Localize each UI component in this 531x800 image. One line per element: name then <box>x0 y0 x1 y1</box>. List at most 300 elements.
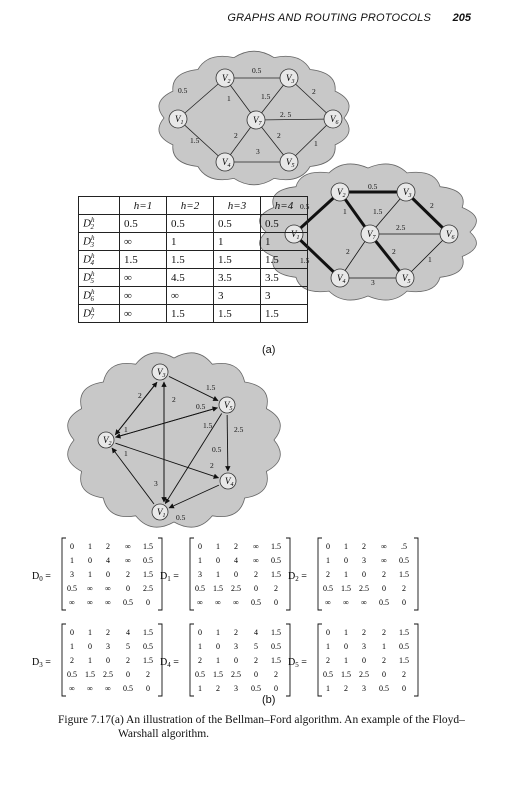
node-label: $V_5$ <box>286 157 295 169</box>
matrix-cell: 0.5 <box>323 584 333 593</box>
graph-node <box>396 269 414 287</box>
edge-weight-label: 2 <box>312 87 316 96</box>
table-cell: 0.5 <box>214 215 261 233</box>
matrix-cell: 1.5 <box>399 656 409 665</box>
node-label: $V_4$ <box>225 476 234 488</box>
matrix-cell: 0 <box>126 670 130 679</box>
matrix-cell: 2.5 <box>359 670 369 679</box>
matrix-cell: 0.5 <box>323 670 333 679</box>
matrix-cell: 0.5 <box>195 584 205 593</box>
node-label: $V_4$ <box>337 273 346 285</box>
table-header-row <box>79 197 308 215</box>
matrix-cell: 1.5 <box>213 670 223 679</box>
matrix-cell: 1.5 <box>341 584 351 593</box>
distance-matrix <box>160 624 290 696</box>
matrix-cell: ∞ <box>197 598 203 607</box>
matrix-cell: 0 <box>126 584 130 593</box>
table-corner-cell <box>79 197 120 215</box>
matrix-cell: 0 <box>88 556 92 565</box>
matrix-cell: 3 <box>106 642 110 651</box>
matrix-cell: ∞ <box>253 542 259 551</box>
matrix-cell: 3 <box>234 642 238 651</box>
matrix-cell: 1.5 <box>399 628 409 637</box>
graph-node <box>220 473 236 489</box>
matrix-cell: 2 <box>216 684 220 693</box>
matrix-cell: 1.5 <box>143 570 153 579</box>
subfigure-label-b: (b) <box>262 694 276 706</box>
matrix-cell: 0 <box>198 542 202 551</box>
matrix-cell: ∞ <box>105 598 111 607</box>
matrix-cell: 1 <box>88 542 92 551</box>
matrix-cell: 0 <box>382 670 386 679</box>
matrix-cell: 1.5 <box>85 670 95 679</box>
matrix-cell: 1 <box>326 556 330 565</box>
node-subscript: 3 <box>162 373 166 379</box>
node-subscript: 1 <box>162 513 166 519</box>
matrix-cell: 2 <box>274 584 278 593</box>
table-cell: 0.5 <box>261 215 308 233</box>
matrix-cell: ∞ <box>233 598 239 607</box>
matrix-cell: ∞ <box>69 598 75 607</box>
matrix-cell: ∞ <box>87 684 93 693</box>
matrix-cell: 0 <box>344 556 348 565</box>
node-label: $V_5$ <box>224 400 233 412</box>
node-subscript: 4 <box>227 163 231 169</box>
graph-node <box>397 183 415 201</box>
figure-caption <box>58 713 478 741</box>
graph-node <box>331 183 349 201</box>
matrix-cell: 0.5 <box>143 556 153 565</box>
matrix-cell: 3 <box>70 570 74 579</box>
table-row <box>79 233 308 251</box>
edge-weight-label: 0.5 <box>300 202 310 211</box>
edge-weight-label: 0.5 <box>368 182 378 191</box>
matrix-subscript: 4 <box>167 661 171 669</box>
matrix-cell: 3 <box>362 642 366 651</box>
graph-node <box>216 69 234 87</box>
edge-weight-label: 1.5 <box>203 421 213 430</box>
table-header-cell: h=4 <box>261 197 308 215</box>
matrix-cell: 1.5 <box>271 656 281 665</box>
matrix-cell: ∞ <box>87 598 93 607</box>
table-cell: ∞ <box>120 269 167 287</box>
distance-matrix <box>32 538 162 610</box>
edge-weight-label: 2. 5 <box>280 110 292 119</box>
left-bracket <box>190 624 194 696</box>
edge-weight-label: 1 <box>227 94 231 103</box>
edge-weight-label: 3 <box>256 147 260 156</box>
matrix-cell: 2.5 <box>103 670 113 679</box>
edge-weight-label: 1 <box>314 139 318 148</box>
table-cell: 1.5 <box>214 251 261 269</box>
edge-weight-label: 2 <box>234 131 238 140</box>
matrix-equals: = <box>170 571 179 582</box>
matrix-cell: 0.5 <box>271 642 281 651</box>
table-cell: 1.5 <box>261 305 308 323</box>
matrix-cell: 1 <box>70 642 74 651</box>
matrix-cell: 1 <box>382 642 386 651</box>
matrix-cell: 1 <box>344 570 348 579</box>
distance-matrix <box>32 624 162 696</box>
matrix-cell: ∞ <box>69 684 75 693</box>
matrix-cell: 1.5 <box>143 656 153 665</box>
matrix-cell: 0 <box>274 684 278 693</box>
right-bracket <box>414 624 418 696</box>
table-cell: 1.5 <box>261 251 308 269</box>
table-row <box>79 269 308 287</box>
right-bracket <box>414 538 418 610</box>
edge-weight-label: 1 <box>343 207 347 216</box>
node-label: $V_1$ <box>291 229 300 241</box>
table-cell: 3 <box>261 287 308 305</box>
matrix-cell: 5 <box>126 642 130 651</box>
table-cell: ∞ <box>167 287 214 305</box>
graph-node <box>216 153 234 171</box>
matrix-cell: 1 <box>216 628 220 637</box>
matrix-cell: 0.5 <box>379 684 389 693</box>
graph-node <box>219 397 235 413</box>
matrix-name: $D_2$ = <box>288 571 307 583</box>
table-cell: 0.5 <box>167 215 214 233</box>
matrix-cell: 1.5 <box>271 570 281 579</box>
node-subscript: 5 <box>229 406 233 412</box>
page-number: 205 <box>452 12 471 24</box>
matrix-cell: 2 <box>362 542 366 551</box>
table-header-cell: h=1 <box>120 197 167 215</box>
node-subscript: 5 <box>407 279 411 285</box>
matrix-cell: 2 <box>344 684 348 693</box>
matrix-cell: 1 <box>326 684 330 693</box>
edge-weight-label: 2 <box>392 247 396 256</box>
table-cell: 1 <box>261 233 308 251</box>
table-cell: 1 <box>167 233 214 251</box>
table-cell: 4.5 <box>167 269 214 287</box>
graph-node <box>280 153 298 171</box>
table-cell: ∞ <box>120 233 167 251</box>
matrix-cell: 2 <box>382 656 386 665</box>
matrix-cell: 0.5 <box>195 670 205 679</box>
graph-node <box>152 504 168 520</box>
edge-weight-label: 0.5 <box>212 445 222 454</box>
row-label: $D^h_2$ <box>79 215 120 233</box>
matrix-equals: = <box>298 657 307 668</box>
matrix-name: $D_4$ = <box>160 657 179 669</box>
graph-node <box>98 432 114 448</box>
distance-matrix <box>288 538 418 610</box>
matrix-cell: 1 <box>198 684 202 693</box>
node-subscript: 7 <box>258 121 262 127</box>
matrix-cell: 0.5 <box>67 670 77 679</box>
matrix-cell: ∞ <box>87 584 93 593</box>
matrix-cell: 0 <box>234 656 238 665</box>
matrix-cell: 2 <box>362 628 366 637</box>
matrix-cell: 0 <box>254 584 258 593</box>
matrix-cell: 1 <box>88 656 92 665</box>
node-subscript: 2 <box>342 193 346 199</box>
table-row <box>79 215 308 233</box>
matrix-cell: 0 <box>402 684 406 693</box>
matrix-cell: 1 <box>88 570 92 579</box>
matrix-cell: 1.5 <box>271 542 281 551</box>
node-subscript: 1 <box>180 120 184 126</box>
graph-node <box>324 110 342 128</box>
node-label: $V_5$ <box>402 273 411 285</box>
matrix-equals: = <box>42 571 51 582</box>
matrix-cell: 0 <box>326 628 330 637</box>
matrix-cell: 0 <box>106 656 110 665</box>
matrix-cell: 0.5 <box>399 642 409 651</box>
row-label: $D^h_4$ <box>79 251 120 269</box>
matrix-cell: ∞ <box>125 556 131 565</box>
node-subscript: 4 <box>342 279 346 285</box>
node-label: $V_1$ <box>157 507 166 519</box>
graph-node <box>152 364 168 380</box>
edge-weight-label: 0.5 <box>176 513 186 522</box>
matrix-cell: 4 <box>126 628 130 637</box>
edge-weight-label: 0.5 <box>196 402 206 411</box>
matrix-subscript: 1 <box>167 575 171 583</box>
matrix-cell: 3 <box>362 684 366 693</box>
matrix-cell: 4 <box>254 628 258 637</box>
node-label: $V_6$ <box>446 229 455 241</box>
matrix-cell: 2.5 <box>143 584 153 593</box>
table-cell: 1 <box>214 233 261 251</box>
edge-weight-label: 1 <box>124 449 128 458</box>
table-header-cell: h=2 <box>167 197 214 215</box>
table-cell: 1.5 <box>167 305 214 323</box>
node-subscript: 2 <box>227 79 231 85</box>
matrix-cell: 1 <box>198 556 202 565</box>
table-cell: 1.5 <box>167 251 214 269</box>
matrix-cell: 0 <box>146 598 150 607</box>
matrix-cell: 2 <box>254 656 258 665</box>
matrix-cell: 0 <box>70 628 74 637</box>
matrix-cell: 1.5 <box>399 570 409 579</box>
matrix-cell: 0 <box>70 542 74 551</box>
matrix-cell: 0.5 <box>251 684 261 693</box>
node-label: $V_1$ <box>175 114 184 126</box>
matrix-cell: ∞ <box>105 584 111 593</box>
matrix-cell: 3 <box>362 556 366 565</box>
node-label: $V_3$ <box>403 187 412 199</box>
matrix-cell: 0.5 <box>379 598 389 607</box>
matrix-equals: = <box>298 571 307 582</box>
matrix-cell: 0.5 <box>67 584 77 593</box>
matrix-cell: 2 <box>326 570 330 579</box>
edge-weight-label: 1.5 <box>373 207 383 216</box>
node-subscript: 7 <box>372 235 376 241</box>
matrix-cell: 2 <box>70 656 74 665</box>
distance-matrix <box>288 624 418 696</box>
matrix-cell: 2 <box>234 628 238 637</box>
row-label: $D^h_5$ <box>79 269 120 287</box>
graph-node <box>361 225 379 243</box>
matrix-cell: 0 <box>216 556 220 565</box>
edge-weight-label: 1.5 <box>190 136 200 145</box>
row-label: $D^h_6$ <box>79 287 120 305</box>
matrix-cell: 0 <box>216 642 220 651</box>
matrix-cell: 0 <box>326 542 330 551</box>
edge-weight-label: 2.5 <box>396 223 406 232</box>
graph-node <box>440 225 458 243</box>
table-row <box>79 305 308 323</box>
matrix-cell: ∞ <box>215 598 221 607</box>
matrix-name: $D_1$ = <box>160 571 179 583</box>
matrix-cell: 2 <box>106 628 110 637</box>
table-row <box>79 287 308 305</box>
edge-weight-label: 0.5 <box>252 66 262 75</box>
matrix-cell: ∞ <box>125 542 131 551</box>
table-cell: 1.5 <box>120 251 167 269</box>
table-cell: 3.5 <box>214 269 261 287</box>
table-cell: ∞ <box>120 305 167 323</box>
table-row <box>79 251 308 269</box>
matrix-equals: = <box>170 657 179 668</box>
matrix-cell: 1 <box>216 570 220 579</box>
edge-weight-label: 1 <box>428 255 432 264</box>
matrix-name: $D_5$ = <box>288 657 307 669</box>
table-cell: 1.5 <box>214 305 261 323</box>
matrix-cell: 2.5 <box>231 670 241 679</box>
matrix-cell: 2 <box>402 670 406 679</box>
edge-weight-label: 2 <box>138 391 142 400</box>
left-bracket <box>318 538 322 610</box>
matrix-cell: 1 <box>216 542 220 551</box>
matrix-cell: 1 <box>344 628 348 637</box>
matrix-cell: 1.5 <box>143 542 153 551</box>
edge-weight-label: 3 <box>154 479 158 488</box>
node-label: $V_2$ <box>222 73 231 85</box>
matrix-subscript: 0 <box>39 575 43 583</box>
matrix-cell: 1 <box>326 642 330 651</box>
matrix-name: $D_3$ = <box>32 657 51 669</box>
caption-line-2: Warshall algorithm. <box>118 728 210 740</box>
matrix-cell: ∞ <box>343 598 349 607</box>
node-subscript: 4 <box>230 482 234 488</box>
matrix-cell: 2 <box>382 628 386 637</box>
matrix-cell: 1.5 <box>143 628 153 637</box>
matrix-cell: 2 <box>106 542 110 551</box>
edge-weight-label: 2 <box>172 395 176 404</box>
matrix-cell: 2 <box>382 570 386 579</box>
matrix-cell: 2 <box>402 584 406 593</box>
matrix-cell: 1 <box>216 656 220 665</box>
matrix-cell: 2 <box>274 670 278 679</box>
left-bracket <box>62 624 66 696</box>
matrix-cell: 1 <box>70 556 74 565</box>
edge-weight-label: 2.5 <box>234 425 244 434</box>
matrix-equals: = <box>42 657 51 668</box>
matrix-cell: 0 <box>382 584 386 593</box>
table-cell: ∞ <box>120 287 167 305</box>
edge-weight-label: 2 <box>346 247 350 256</box>
matrix-subscript: 3 <box>39 661 43 669</box>
node-subscript: 5 <box>291 163 295 169</box>
distance-matrix <box>160 538 290 610</box>
matrix-cell: 0 <box>362 656 366 665</box>
matrix-cell: 0 <box>254 670 258 679</box>
table-header-cell: h=3 <box>214 197 261 215</box>
node-label: $V_3$ <box>286 73 295 85</box>
matrix-cell: 0.5 <box>271 556 281 565</box>
node-subscript: 3 <box>408 193 412 199</box>
edge-weight-label: 1 <box>124 425 128 434</box>
row-label: $D^h_3$ <box>79 233 120 251</box>
table-cell: 3 <box>214 287 261 305</box>
matrix-cell: 0 <box>146 684 150 693</box>
left-bracket <box>318 624 322 696</box>
edge-weight-label: 2 <box>210 461 214 470</box>
edge-weight-label: 2 <box>430 201 434 210</box>
matrix-cell: ∞ <box>105 684 111 693</box>
edge-weight-label: 2 <box>277 131 281 140</box>
node-label: $V_6$ <box>330 114 339 126</box>
matrix-cell: 2 <box>126 570 130 579</box>
node-label: $V_2$ <box>337 187 346 199</box>
left-bracket <box>62 538 66 610</box>
node-label: $V_4$ <box>222 157 231 169</box>
node-subscript: 6 <box>451 235 455 241</box>
matrix-cell: 2 <box>146 670 150 679</box>
node-subscript: 2 <box>108 441 112 447</box>
node-label: $V_3$ <box>157 367 166 379</box>
matrix-cell: 1.5 <box>341 670 351 679</box>
row-label: $D^h_7$ <box>79 305 120 323</box>
matrix-cell: 0.5 <box>123 684 133 693</box>
caption-line-1: Figure 7.17(a) An illustration of the Bellman–Ford algorithm. An example of the Floyd– <box>58 714 465 726</box>
matrix-cell: 2 <box>326 656 330 665</box>
matrix-cell: .5 <box>401 542 407 551</box>
graph-node <box>247 111 265 129</box>
matrix-cell: 2 <box>198 656 202 665</box>
matrix-cell: 0.5 <box>251 598 261 607</box>
matrix-subscript: 2 <box>295 575 299 583</box>
graph-node <box>280 69 298 87</box>
matrix-cell: 0 <box>234 570 238 579</box>
matrix-cell: 1.5 <box>271 628 281 637</box>
matrix-cell: ∞ <box>381 556 387 565</box>
matrix-name: $D_0$ = <box>32 571 51 583</box>
matrix-cell: 4 <box>234 556 238 565</box>
matrix-cell: 1 <box>198 642 202 651</box>
matrix-cell: ∞ <box>381 542 387 551</box>
matrix-cell: 2.5 <box>231 584 241 593</box>
matrix-cell: 0.5 <box>399 556 409 565</box>
matrix-cell: 0 <box>344 642 348 651</box>
table-cell: 0.5 <box>120 215 167 233</box>
matrix-cell: 0 <box>362 570 366 579</box>
matrix-cell: 1.5 <box>213 584 223 593</box>
graph-node <box>331 269 349 287</box>
edge-weight-label: 1.5 <box>261 92 271 101</box>
edge-weight-label: 3 <box>371 278 375 287</box>
edge-weight-label: 1.5 <box>206 383 216 392</box>
matrix-cell: 0 <box>274 598 278 607</box>
matrix-cell: 1 <box>88 628 92 637</box>
left-bracket <box>190 538 194 610</box>
graph-node <box>169 110 187 128</box>
running-title: GRAPHS AND ROUTING PROTOCOLS <box>227 12 431 24</box>
matrix-subscript: 5 <box>295 661 299 669</box>
node-label: $V_7$ <box>367 229 376 241</box>
matrix-cell: 2 <box>234 542 238 551</box>
matrix-cell: 0.5 <box>123 598 133 607</box>
matrix-cell: ∞ <box>325 598 331 607</box>
matrix-cell: 4 <box>106 556 110 565</box>
edge-weight-label: 0.5 <box>178 86 188 95</box>
matrix-cell: ∞ <box>253 556 259 565</box>
matrix-cell: 3 <box>234 684 238 693</box>
